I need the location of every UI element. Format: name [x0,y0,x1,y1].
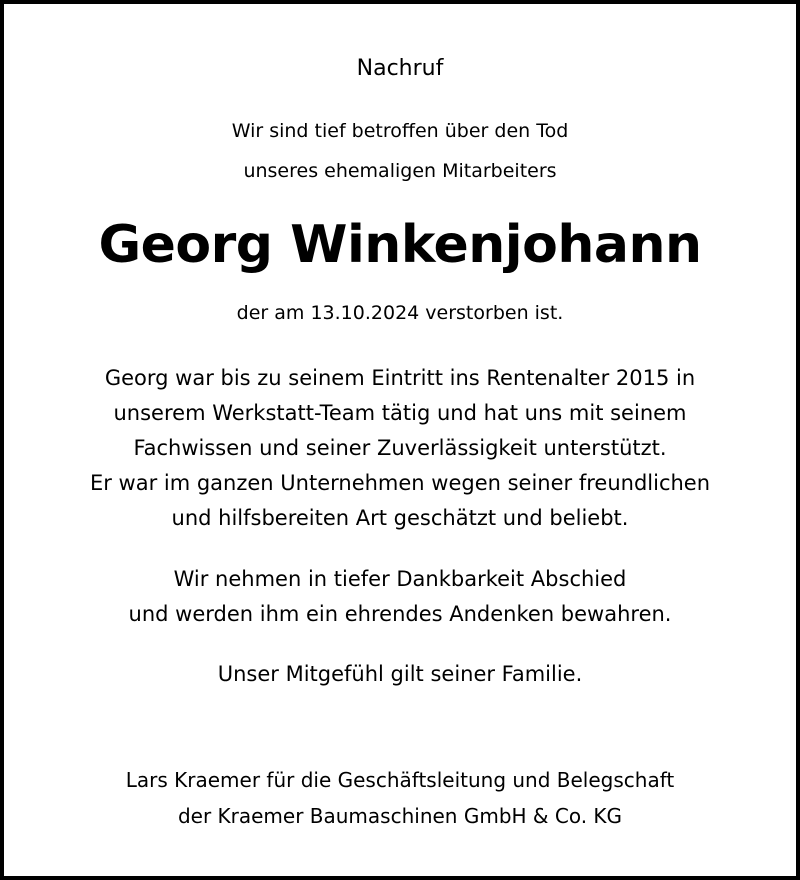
date-of-death-line: der am 13.10.2024 verstorben ist. [236,302,564,324]
tribute-line: und hilfsbereiten Art geschätzt und beliebt. [171,506,629,530]
tribute-line: Georg war bis zu seinem Eintritt ins Rentenalter 2015 in [104,366,696,390]
signature-line: Lars Kraemer für die Geschäftsleitung und Belegschaft [125,768,675,792]
tribute-line: unserem Werkstatt-Team tätig und hat uns mit seinem [113,401,687,425]
company-name: der Kraemer Baumaschinen GmbH & Co. KG [177,804,623,828]
obituary-heading: Nachruf [356,56,444,81]
farewell-line: Wir nehmen in tiefer Dankbarkeit Abschied [173,567,627,591]
deceased-name: Georg Winkenjohann [98,215,702,275]
tribute-line: Fachwissen und seiner Zuverlässigkeit unterstützt. [133,436,667,460]
intro-line: Wir sind tief betroffen über den Tod [231,120,569,142]
tribute-line: Er war im ganzen Unternehmen wegen seiner freundlichen [89,471,711,495]
intro-line: unseres ehemaligen Mitarbeiters [243,160,557,182]
farewell-line: und werden ihm ein ehrendes Andenken bewahren. [128,602,672,626]
condolence-line: Unser Mitgefühl gilt seiner Familie. [217,662,583,686]
